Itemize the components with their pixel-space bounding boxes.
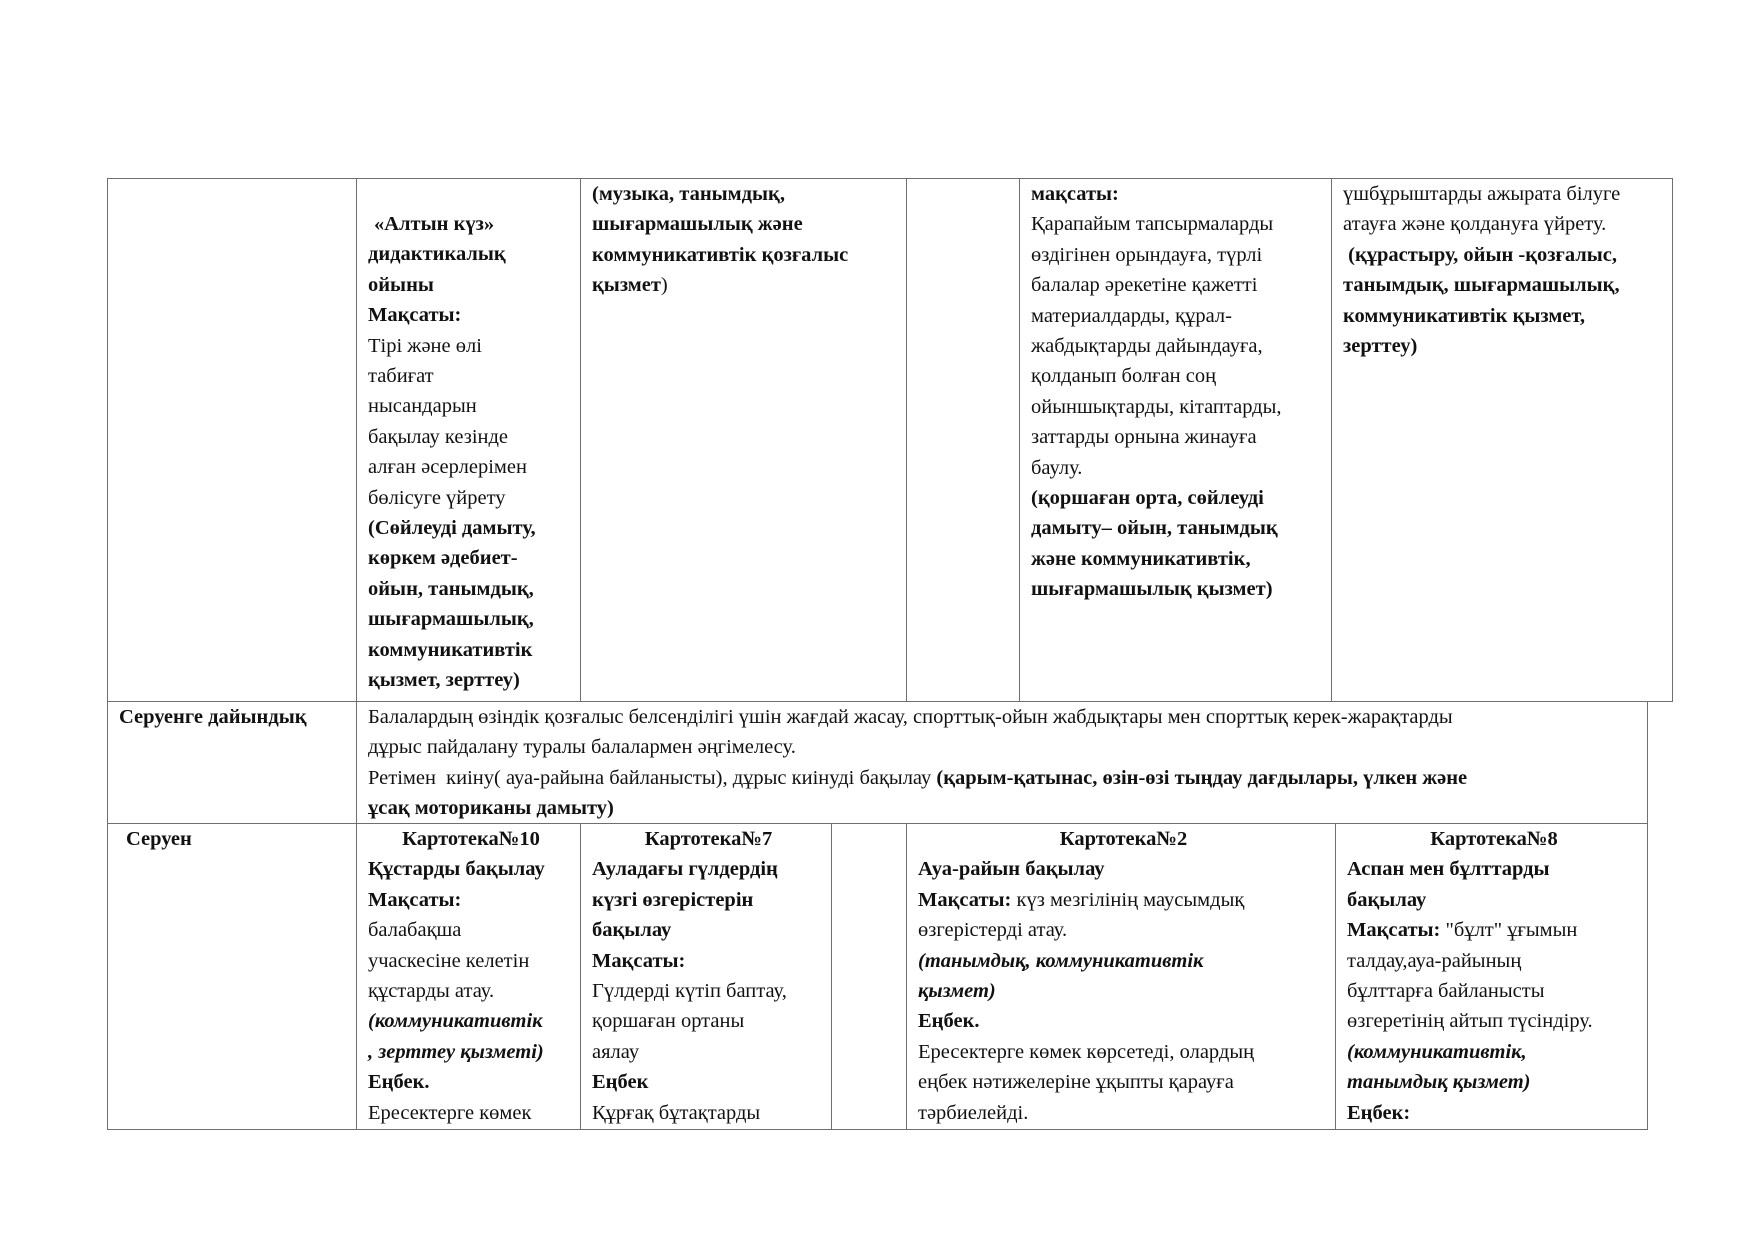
activity-text: (Сөйлеуді дамыту, [368,517,536,540]
activity-text: коммуникативтік [368,638,533,661]
work-text: Ересектерге көмек көрсетеді, олардың [918,1040,1255,1063]
card-number: Картотека№2 [1059,828,1188,850]
walk-col6-cell [1335,823,1648,1130]
observation-title: бақылау [592,919,672,942]
observation-title: Ауа-райын бақылау [918,858,1105,881]
goal-text: балабақша [368,919,462,942]
observation-title: Ауладағы гүлдердің [592,858,778,881]
activity-text: (музыка, танымдық, [592,183,785,205]
goal-text: бұлттарға байланысты [1347,980,1545,1003]
work-label: Еңбек: [1347,1101,1411,1124]
goal-text: үшбұрыштарды ажырата білуге [1343,183,1621,205]
walk-col4-cell [831,823,907,1130]
top-col1-cell [107,178,357,702]
prep-text: Ретімен киіну( ауа-райына байланысты), дұрыс киінуді бақылау [368,766,937,789]
game-subtitle: дидактикалық [368,243,506,266]
activity-text: , зерттеу қызметі) [368,1040,544,1063]
walk-col3-cell [580,823,832,1130]
goal-label: Мақсаты: [918,888,1012,911]
observation-title: Аспан мен бұлттарды [1347,858,1550,881]
activity-text: (коммуникативтік, [1347,1040,1527,1063]
goal-text: атауға және қолдануға үйрету. [1343,213,1607,236]
activity-text: ойын, танымдық, [368,577,534,600]
game-title: «Алтын күз» [374,213,495,235]
goal-text: табиғат [368,365,434,388]
goal-text: "бұлт" ұғымын [1440,919,1578,942]
activity-text: көркем әдебиет- [368,547,518,570]
activity-text: қызмет) [918,980,996,1003]
activity-text: танымдық, шығармашылық, [1343,274,1620,297]
observation-title: бақылау [1347,888,1427,911]
top-col6-cell [1331,178,1673,702]
activity-text: шығармашылық қызмет) [1031,578,1273,601]
prep-activity-text: ұсақ моториканы дамыту) [368,797,614,820]
goal-text: бөлісуге үйрету [368,486,506,509]
goal-text: Тірі және өлі [368,334,482,357]
activity-text: (танымдық, коммуникативтік [918,949,1204,972]
goal-text: құстарды атау. [368,980,495,1003]
closing-paren: ) [660,274,668,297]
prep-label-cell [107,701,357,824]
goal-text: өзгеретінің айтып түсіндіру. [1347,1010,1593,1033]
goal-text: өздігінен орындауға, түрлі [1031,243,1263,266]
prep-text: Балалардың өзіндік қозғалыс белсенділігі үшін жағдай жасау, спорттық-ойын жабдықтары мен спорттық керек-жарақтарды [368,706,1453,728]
top-col3-cell [580,178,907,702]
goal-text: бақылау кезінде [368,425,509,448]
goal-text: өзгерістерді атау. [918,919,1068,942]
prep-text: дұрыс пайдалану туралы балалармен әңгімелесу. [368,736,796,759]
activity-text: және коммуникативтік, [1031,547,1251,570]
top-col2-cell [356,178,581,702]
activity-text: (коммуникативтік [368,1010,543,1033]
activity-text: шығармашылық, [368,608,534,631]
row-label: Серуенге дайындық [119,706,307,728]
observation-title: күзгі өзгерістерін [592,888,754,911]
work-label: Еңбек [592,1071,649,1094]
activity-text: қызмет, зерттеу) [368,669,520,692]
game-subtitle: ойыны [368,273,434,296]
walk-label-cell [107,823,357,1130]
goal-text: заттарды орнына жинауға [1031,426,1257,449]
work-text: тәрбиелейді. [918,1101,1029,1124]
row-label: Серуен [126,828,192,850]
goal-label: Мақсаты: [368,888,462,911]
goal-text: Қарапайым тапсырмаларды [1031,213,1274,236]
top-col4-cell [906,178,1020,702]
goal-text: учаскесіне келетін [368,949,530,972]
activity-text: шығармашылық және [592,213,803,236]
activity-text: коммуникативтік қызмет, [1343,304,1586,327]
goal-text: қолданып болған соң [1031,365,1217,388]
work-text: Құрғақ бұтақтарды [592,1101,761,1124]
goal-text: ойыншықтарды, кітаптарды, [1031,395,1282,418]
goal-text: алған әсерлерімен [368,456,527,479]
goal-label: Мақсаты: [368,304,462,327]
walk-col2-cell [356,823,581,1130]
activity-text: танымдық қызмет) [1347,1071,1531,1094]
goal-text: жабдықтарды дайындауға, [1031,335,1263,358]
card-number: Картотека№7 [644,828,773,850]
goal-text: балалар әрекетіне қажетті [1031,274,1258,297]
observation-title: Құстарды бақылау [368,858,545,881]
goal-text: баулу. [1031,456,1083,479]
prep-content-cell [356,701,1648,824]
prep-activity-text: (қарым-қатынас, өзін-өзі тыңдау дағдылары, үлкен және [936,766,1468,789]
work-label: Еңбек. [918,1010,980,1033]
activity-text: дамыту– ойын, танымдық [1031,517,1278,540]
walk-col5-cell [906,823,1336,1130]
goal-text: материалдарды, құрал- [1031,304,1232,327]
goal-text: қоршаған ортаны [592,1010,745,1033]
activity-text: зерттеу) [1343,335,1418,358]
goal-text: нысандарын [368,395,477,418]
goal-text: Гүлдерді күтіп баптау, [592,980,787,1003]
work-text: Ересектерге көмек [368,1101,532,1124]
card-number: Картотека№8 [1430,828,1558,850]
goal-text: аялау [592,1040,640,1063]
activity-text: коммуникативтік қозғалыс [592,243,849,266]
work-label: Еңбек. [368,1071,430,1094]
goal-label: Мақсаты: [1347,919,1441,942]
goal-label: мақсаты: [1031,183,1119,205]
top-col5-cell [1019,178,1332,702]
goal-label: Мақсаты: [592,949,686,972]
card-number: Картотека№10 [402,828,540,850]
activity-text: (құрастыру, ойын -қозғалыс, [1343,243,1618,266]
work-text: еңбек нәтижелеріне ұқыпты қарауға [918,1071,1234,1094]
activity-text: (қоршаған орта, сөйлеуді [1031,487,1264,510]
goal-text: күз мезгілінің маусымдық [1011,888,1245,911]
activity-text: қызмет [592,274,661,297]
goal-text: талдау,ауа-райының [1347,949,1522,972]
